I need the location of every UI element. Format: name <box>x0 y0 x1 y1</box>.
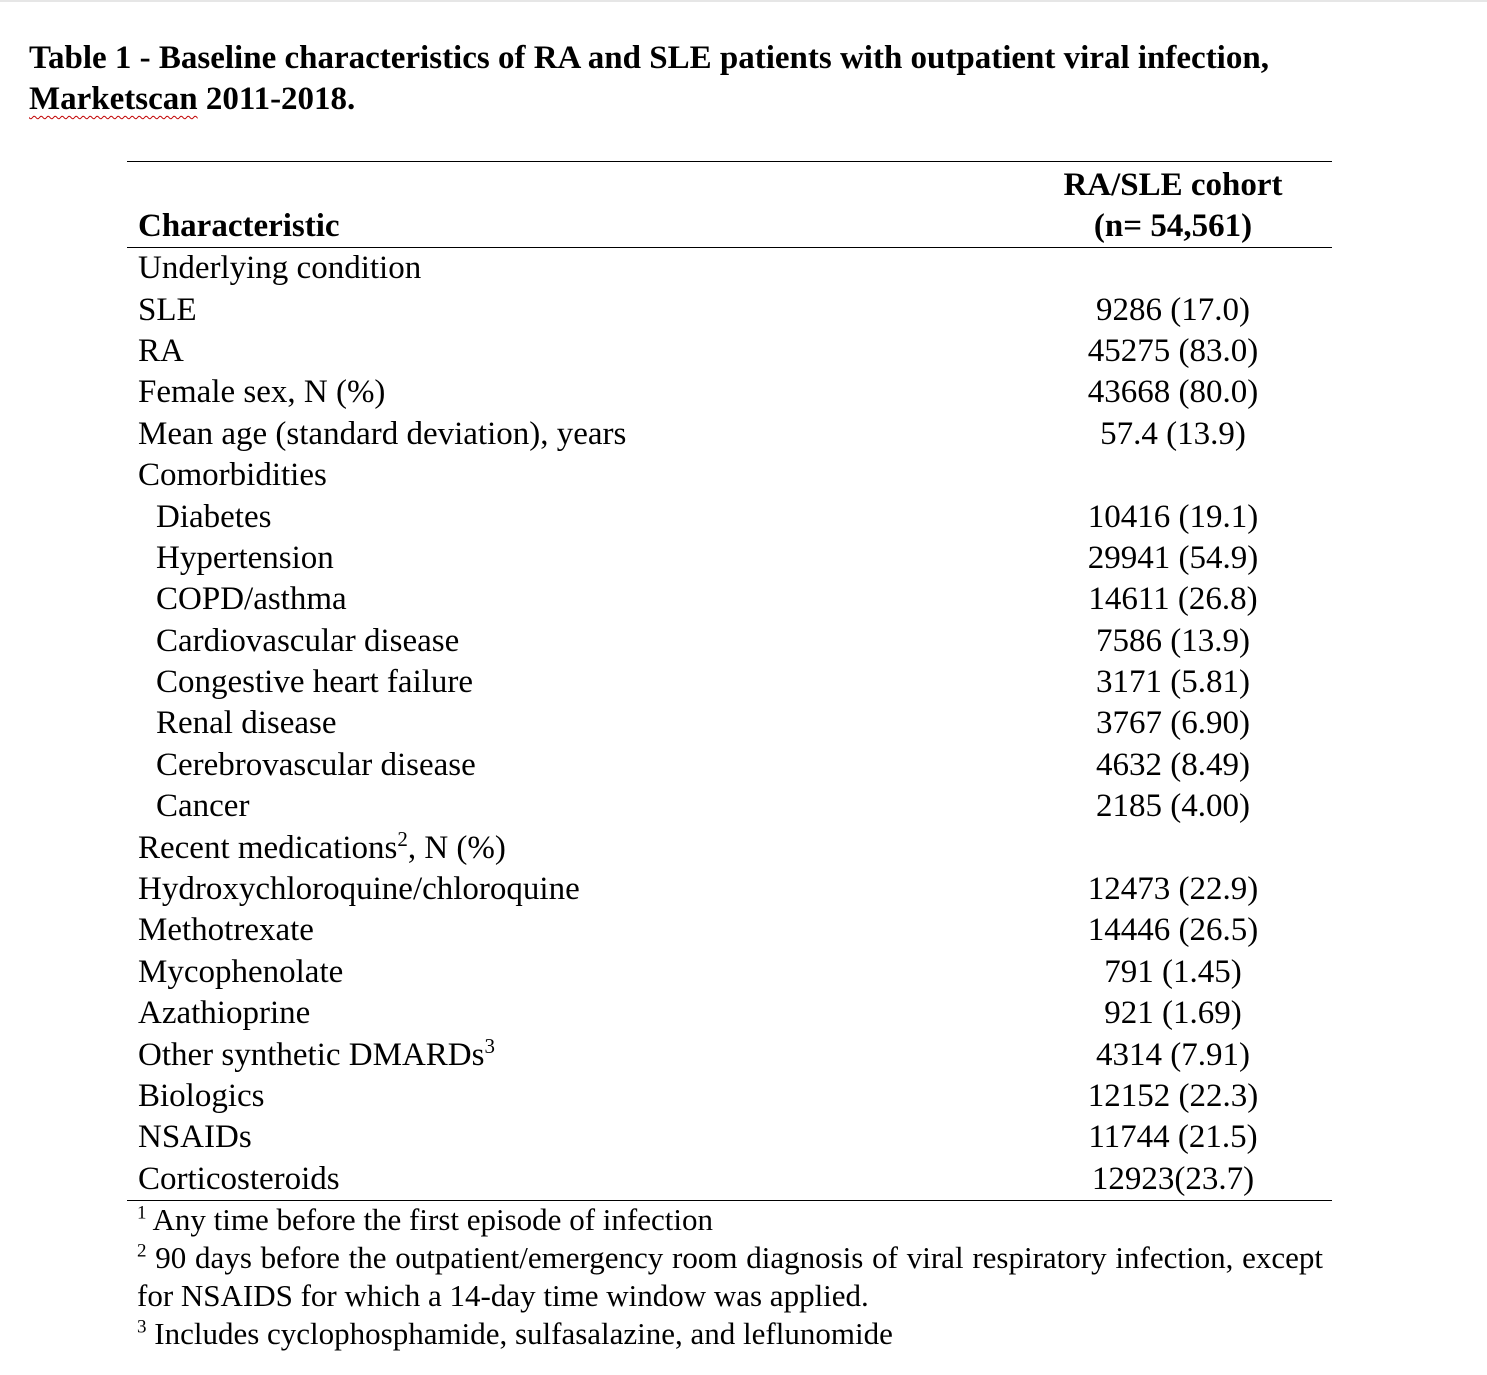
table-row <box>127 910 1332 951</box>
row-value: 14611 (26.8) <box>1088 581 1258 618</box>
caption-title: Table 1 - Baseline characteristics of RA and SLE patients with outpatient viral infection, <box>29 40 1269 76</box>
row-label: Diabetes <box>156 498 272 535</box>
table-row <box>127 703 1332 744</box>
header-cohort <box>938 162 1332 248</box>
row-value: 57.4 (13.9) <box>1100 415 1246 452</box>
row-label: Cardiovascular disease <box>156 622 460 659</box>
row-value: 4632 (8.49) <box>1096 746 1250 783</box>
row-value: 3171 (5.81) <box>1096 664 1250 701</box>
row-label: Mean age (standard deviation), years <box>138 415 627 452</box>
row-value <box>938 248 1332 290</box>
row-label: Renal disease <box>156 705 337 742</box>
footnote-marker: 2 <box>397 826 408 851</box>
table-caption <box>29 38 1434 120</box>
table-row <box>127 289 1332 330</box>
top-border-line <box>0 0 1487 2</box>
row-value: 43668 (80.0) <box>1087 374 1259 411</box>
row-label-text: Recent medications <box>138 829 398 866</box>
row-label: SLE <box>138 291 197 328</box>
footnote-2 <box>137 1239 1323 1315</box>
row-label: NSAIDs <box>138 1119 252 1156</box>
row-value: 791 (1.45) <box>1104 953 1242 990</box>
row-label: RA <box>138 332 184 369</box>
table-row <box>127 538 1332 579</box>
row-value: 14446 (26.5) <box>1087 912 1259 949</box>
baseline-characteristics-table <box>127 161 1332 1201</box>
row-label: Azathioprine <box>138 995 311 1032</box>
table-row <box>127 662 1332 703</box>
row-label: Cerebrovascular disease <box>156 746 476 783</box>
data-table <box>127 161 1332 1201</box>
footnote-marker: 3 <box>484 1033 495 1058</box>
table-row <box>127 579 1332 620</box>
row-value: 3767 (6.90) <box>1096 705 1250 742</box>
table-row <box>127 1117 1332 1158</box>
table-row <box>127 827 1332 868</box>
row-label: Underlying condition <box>138 250 422 287</box>
row-value <box>938 455 1332 496</box>
row-label: Female sex, N (%) <box>138 374 386 411</box>
row-label: Cancer <box>156 788 250 825</box>
table-row <box>127 745 1332 786</box>
row-label: Mycophenolate <box>138 953 344 990</box>
header-cohort-count: (n= 54,561) <box>1093 208 1253 244</box>
row-label: COPD/asthma <box>156 581 347 618</box>
table-row <box>127 331 1332 372</box>
table-row <box>127 1076 1332 1117</box>
table-row <box>127 496 1332 537</box>
table-row <box>127 455 1332 496</box>
row-label-text: Other synthetic DMARDs <box>138 1036 485 1073</box>
table-row <box>127 372 1332 413</box>
row-label: Hypertension <box>156 539 334 576</box>
row-value <box>938 827 1332 868</box>
table-row <box>127 786 1332 827</box>
row-value: 29941 (54.9) <box>1087 539 1259 576</box>
row-value: 10416 (19.1) <box>1087 498 1259 535</box>
row-value: 921 (1.69) <box>1104 995 1242 1032</box>
row-value: 45275 (83.0) <box>1087 332 1259 369</box>
footnote-marker: 2 <box>137 1240 147 1262</box>
table-row <box>127 952 1332 993</box>
row-value: 12473 (22.9) <box>1087 871 1259 908</box>
row-value: 2185 (4.00) <box>1096 788 1250 825</box>
row-label: Methotrexate <box>138 912 314 949</box>
table-row <box>127 993 1332 1034</box>
caption-source-word: Marketscan <box>29 81 198 117</box>
header-characteristic: Characteristic <box>138 208 340 244</box>
table-row <box>127 248 1332 290</box>
row-label <box>127 1034 938 1075</box>
row-value: 7586 (13.9) <box>1096 622 1250 659</box>
row-label: Biologics <box>138 1078 265 1114</box>
table-row <box>127 414 1332 455</box>
footnote-3 <box>137 1315 1323 1353</box>
caption-years: 2011-2018. <box>197 81 356 117</box>
row-label: Congestive heart failure <box>156 664 474 701</box>
row-value: 12923(23.7) <box>1091 1160 1255 1197</box>
footnote-text: Any time before the first episode of infection <box>146 1202 713 1237</box>
footnote-marker: 3 <box>137 1316 147 1338</box>
row-label: Comorbidities <box>138 457 327 494</box>
row-value: 4314 (7.91) <box>1096 1036 1250 1073</box>
row-value: 11744 (21.5) <box>1088 1119 1258 1156</box>
row-label: Corticosteroids <box>138 1160 340 1197</box>
table-header-row <box>127 162 1332 248</box>
footnote-marker: 1 <box>137 1202 147 1224</box>
table-row <box>127 1159 1332 1201</box>
row-label: Hydroxychloroquine/chloroquine <box>138 871 580 908</box>
table-row <box>127 621 1332 662</box>
table-row <box>127 1034 1332 1075</box>
footnote-text: Includes cyclophosphamide, sulfasalazine, and leflunomide <box>146 1316 893 1351</box>
footnote-1 <box>137 1201 1323 1239</box>
footnote-text: 90 days before the outpatient/emergency room diagnosis of viral respiratory infection, except for NSAIDS for which a 14-day time window was applied. <box>137 1240 1323 1313</box>
row-value: 9286 (17.0) <box>1096 291 1250 328</box>
table-row <box>127 869 1332 910</box>
row-label <box>127 827 938 868</box>
row-value: 12152 (22.3) <box>1087 1078 1259 1114</box>
row-label-suffix: , N (%) <box>407 829 506 866</box>
header-cohort-title: RA/SLE cohort <box>1063 167 1283 203</box>
table-footnotes <box>137 1201 1323 1353</box>
